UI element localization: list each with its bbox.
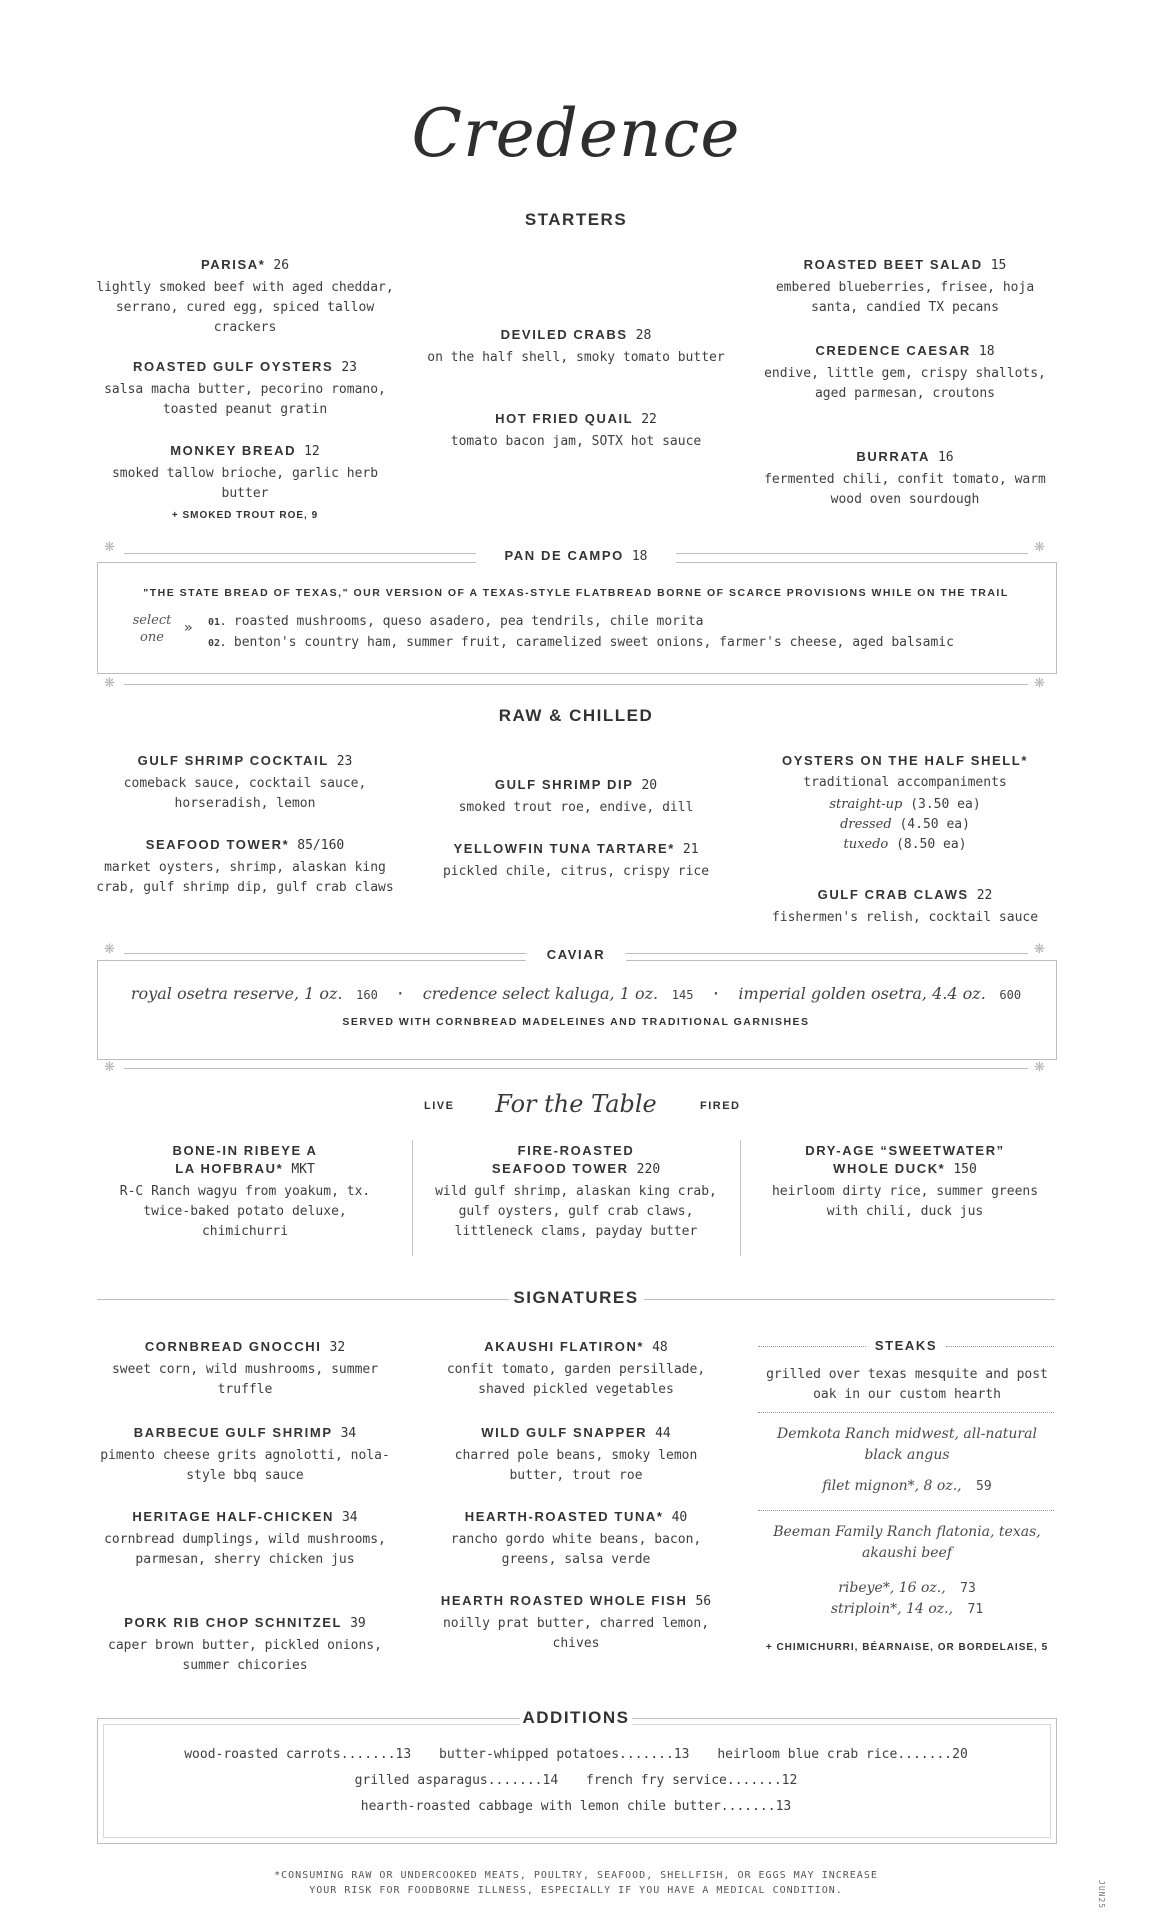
item-description: R-C Ranch wagyu from yoakum, tx. twice-baked potato deluxe, chimichurri (119, 1184, 371, 1239)
caviar-price: 600 (999, 988, 1022, 1002)
steak-cut: filet mignon*, 8 oz., 59 (822, 1478, 992, 1494)
item-price: 48 (652, 1340, 668, 1355)
item-name: GULF CRAB CLAWS (817, 887, 969, 902)
item-description: smoked trout roe, endive, dill (458, 800, 694, 815)
menu-item (95, 256, 395, 338)
item-price: 21 (682, 842, 699, 857)
menu-item (745, 886, 1065, 928)
menu-item (426, 1508, 726, 1570)
item-price: 26 (273, 258, 290, 273)
item-name: HEARTH ROASTED WHOLE FISH (440, 1593, 688, 1608)
item-name: CORNBREAD GNOCCHI (144, 1339, 322, 1354)
item-name: BARBECUE GULF SHRIMP (133, 1425, 333, 1440)
item-addon-note: + SMOKED TROUT ROE, 9 (171, 510, 319, 521)
steak-cut: ribeye*, 16 oz., 73 (838, 1580, 976, 1596)
item-name: DRY-AGE “SWEETWATER” WHOLE DUCK* (805, 1143, 1005, 1176)
item-price: MKT (291, 1162, 315, 1177)
section-title-additions: ADDITIONS (520, 1708, 632, 1728)
list-item: grilled asparagus.......14 (354, 1773, 559, 1788)
list-item: 01. roasted mushrooms, queso asadero, pea tendrils, chile morita (208, 614, 704, 629)
item-price: 22 (976, 888, 993, 903)
restaurant-logo: Credence (411, 95, 741, 172)
list-item: hearth-roasted cabbage with lemon chile butter.......13 (360, 1799, 792, 1814)
list-item: wood-roasted carrots.......13 (184, 1747, 412, 1762)
item-description: salsa macha butter, pecorino romano, toasted peanut gratin (104, 382, 386, 417)
oyster-style: straight-up (3.50 ea) (829, 797, 981, 812)
ornament-icon: ❋ (104, 540, 115, 555)
menu-item (85, 1614, 405, 1676)
item-name: WILD GULF SNAPPER (481, 1425, 648, 1440)
caviar-price: 160 (356, 988, 378, 1002)
item-price: 20 (641, 778, 658, 793)
menu-item (95, 358, 395, 420)
caviar-note: SERVED WITH CORNBREAD MADELEINES AND TRADITIONAL GARNISHES (342, 1016, 810, 1028)
menu-item (95, 836, 395, 898)
steak-cut: striploin*, 14 oz., 71 (830, 1601, 984, 1617)
item-description: sweet corn, wild mushrooms, summer truffle (111, 1362, 379, 1397)
item-price: 28 (635, 328, 652, 343)
item-description: smoked tallow brioche, garlic herb butter (111, 466, 379, 501)
item-name: FIRE-ROASTED SEAFOOD TOWER (491, 1143, 635, 1176)
item-price: 16 (937, 450, 954, 465)
ranch-description: Beeman Family Ranch flatonia, texas, akaushi beef (773, 1524, 1041, 1561)
item-description: fermented chili, confit tomato, warm wood oven sourdough (764, 472, 1046, 507)
ornament-icon: ❋ (1034, 1060, 1045, 1075)
menu-item (426, 410, 726, 452)
item-description: fishermen's relish, cocktail sauce (771, 910, 1039, 925)
steaks-intro: grilled over texas mesquite and post oak in our custom hearth (766, 1367, 1048, 1402)
pan-options (208, 612, 954, 654)
live-label: LIVE (424, 1100, 455, 1112)
item-price: 40 (671, 1510, 688, 1525)
menu-item (95, 752, 395, 814)
ornament-icon: ❋ (104, 942, 115, 957)
item-description: comeback sauce, cocktail sauce, horseradish, lemon (123, 776, 367, 811)
item-name: YELLOWFIN TUNA TARTARE* (453, 841, 675, 856)
chevron-right-icon: » (184, 620, 193, 636)
item-price: 18 (978, 344, 995, 359)
steak-sauce-note: + CHIMICHURRI, BÉARNAISE, OR BORDELAISE, 5 (765, 1642, 1049, 1653)
item-price: 150 (953, 1162, 977, 1177)
item-description: charred pole beans, smoky lemon butter, trout roe (454, 1448, 698, 1483)
list-item: 02. benton's country ham, summer fruit, caramelized sweet onions, farmer's cheese, aged balsamic (208, 635, 954, 650)
caviar-list: royal osetra reserve, 1 oz. 160 · credence select kaluga, 1 oz. 145 · imperial golden osetra, 4.4 oz. 600 (130, 984, 1022, 1003)
steak-cuts (762, 1578, 1052, 1620)
list-item: butter-whipped potatoes.......13 (439, 1747, 690, 1762)
item-price: 15 (990, 258, 1007, 273)
menu-item (426, 326, 726, 368)
section-title-pan-de-campo: PAN DE CAMPO (504, 548, 624, 563)
menu-item (755, 342, 1055, 404)
item-name: HERITAGE HALF-CHICKEN (132, 1509, 334, 1524)
menu-item (755, 448, 1055, 510)
item-price: 23 (341, 360, 357, 375)
item-name: BURRATA (856, 449, 930, 464)
item-description: traditional accompaniments (803, 775, 1007, 790)
section-title-raw-chilled: RAW & CHILLED (498, 706, 654, 725)
item-name: GULF SHRIMP COCKTAIL (137, 753, 329, 768)
divider (644, 1299, 1055, 1300)
menu-item (426, 840, 726, 882)
oyster-style: tuxedo (8.50 ea) (843, 837, 967, 852)
item-description: caper brown butter, pickled onions, summer chicories (108, 1638, 382, 1673)
ornament-icon: ❋ (1034, 942, 1045, 957)
item-name: OYSTERS ON THE HALF SHELL* (781, 753, 1028, 768)
item-description: embered blueberries, frisee, hoja santa, candied TX pecans (775, 280, 1035, 315)
pan-de-campo-tagline: "THE STATE BREAD OF TEXAS," OUR VERSION OF A TEXAS-STYLE FLATBREAD BORNE OF SCARCE PROVISIONS WHILE ON THE TRAIL (143, 587, 1009, 599)
menu-item (95, 1508, 395, 1570)
list-item: french fry service.......12 (586, 1773, 798, 1788)
item-description: confit tomato, garden persillade, shaved pickled vegetables (446, 1362, 706, 1397)
menu-item (426, 1592, 726, 1654)
item-description: pickled chile, citrus, crispy rice (442, 864, 710, 879)
item-name: HOT FRIED QUAIL (495, 411, 634, 426)
item-name: MONKEY BREAD (170, 443, 297, 458)
item-price: 39 (350, 1616, 366, 1631)
menu-item (426, 1338, 726, 1400)
item-description: market oysters, shrimp, alaskan king crab, gulf shrimp dip, gulf crab claws (96, 860, 394, 895)
menu-item (95, 442, 395, 521)
menu-item (432, 1142, 720, 1242)
additions-list (110, 1742, 1042, 1820)
caviar-price: 145 (671, 988, 694, 1002)
item-name: BONE-IN RIBEYE A LA HOFBRAU* (172, 1143, 318, 1176)
ornament-icon: ❋ (1034, 676, 1045, 691)
divider (946, 1346, 1054, 1347)
pan-de-campo-heading (476, 545, 676, 565)
item-price: 22 (641, 412, 657, 427)
item-name: HEARTH-ROASTED TUNA* (464, 1509, 664, 1524)
item-description: tomato bacon jam, SOTX hot sauce (450, 434, 702, 449)
divider (758, 1412, 1054, 1413)
menu-item (426, 1424, 726, 1486)
item-name: CREDENCE CAESAR (815, 343, 971, 358)
section-title-for-the-table: For the Table (495, 1090, 657, 1118)
divider (740, 1140, 741, 1256)
item-name: AKAUSHI FLATIRON* (484, 1339, 645, 1354)
item-description: on the half shell, smoky tomato butter (427, 350, 725, 365)
item-description: endive, little gem, crispy shallots, aged parmesan, croutons (764, 366, 1046, 401)
item-name: DEVILED CRABS (500, 327, 628, 342)
item-name: GULF SHRIMP DIP (494, 777, 634, 792)
menu-date-code: JUN25 (1097, 1880, 1106, 1910)
item-price: 34 (340, 1426, 357, 1441)
divider (97, 1299, 509, 1300)
divider (124, 1068, 1028, 1069)
ranch-description: Demkota Ranch midwest, all-natural black angus (777, 1426, 1037, 1463)
menu-item-oysters (755, 752, 1055, 855)
menu-item (95, 1338, 395, 1400)
item-description: heirloom dirty rice, summer greens with chili, duck jus (771, 1184, 1039, 1219)
ornament-icon: ❋ (1034, 540, 1045, 555)
item-description: pimento cheese grits agnolotti, nola-style bbq sauce (100, 1448, 390, 1483)
menu-item (95, 1424, 395, 1486)
divider (124, 684, 1028, 685)
health-disclaimer: *CONSUMING RAW OR UNDERCOOKED MEATS, POULTRY, SEAFOOD, SHELLFISH, OR EGGS MAY INCREASE YOUR RISK FOR FOODBORNE ILLNESS, ESPECIALLY IF YOU HAVE A MEDICAL CONDITION. (274, 1870, 878, 1896)
item-name: ROASTED GULF OYSTERS (133, 359, 334, 374)
item-name: PORK RIB CHOP SCHNITZEL (124, 1615, 343, 1630)
item-price: 44 (655, 1426, 671, 1441)
divider (412, 1140, 413, 1256)
oyster-style: dressed (4.50 ea) (840, 817, 970, 832)
select-one-label: select one (132, 613, 172, 645)
item-name: SEAFOOD TOWER* (145, 837, 290, 852)
menu-item (426, 776, 726, 818)
caviar-frame (97, 960, 1057, 1060)
item-price: 23 (336, 754, 353, 769)
item-price: 34 (341, 1510, 358, 1525)
section-title-caviar: CAVIAR (526, 946, 626, 964)
section-title-signatures: SIGNATURES (513, 1288, 639, 1307)
item-price: 32 (329, 1340, 346, 1355)
item-price: 12 (304, 444, 320, 459)
item-name: PARISA* (200, 257, 266, 272)
menu-item (755, 256, 1055, 318)
divider (758, 1346, 866, 1347)
ornament-icon: ❋ (104, 1060, 115, 1075)
item-description: wild gulf shrimp, alaskan king crab, gulf oysters, gulf crab claws, littleneck clams, payday butter (435, 1184, 717, 1239)
list-item: heirloom blue crab rice.......20 (717, 1747, 968, 1762)
divider (758, 1510, 1054, 1511)
item-description: cornbread dumplings, wild mushrooms, parmesan, sherry chicken jus (104, 1532, 386, 1567)
item-description: noilly prat butter, charred lemon, chives (442, 1616, 710, 1651)
item-price: 18 (631, 549, 648, 564)
ornament-icon: ❋ (104, 676, 115, 691)
steaks-title: STEAKS (874, 1338, 938, 1353)
caviar-name: imperial golden osetra, 4.4 oz. (738, 984, 986, 1003)
caviar-name: credence select kaluga, 1 oz. (422, 984, 659, 1003)
caviar-name: royal osetra reserve, 1 oz. (130, 984, 343, 1003)
menu-item (100, 1142, 390, 1242)
item-price: 220 (636, 1162, 661, 1177)
item-name: ROASTED BEET SALAD (803, 257, 983, 272)
fired-label: FIRED (700, 1100, 741, 1112)
item-price: 56 (695, 1594, 712, 1609)
section-title-starters: STARTERS (524, 210, 628, 229)
item-description: lightly smoked beef with aged cheddar, serrano, cured egg, spiced tallow crackers (96, 280, 394, 335)
menu-item (760, 1142, 1050, 1222)
item-description: rancho gordo white beans, bacon, greens, salsa verde (450, 1532, 702, 1567)
item-price: 85/160 (297, 838, 345, 853)
